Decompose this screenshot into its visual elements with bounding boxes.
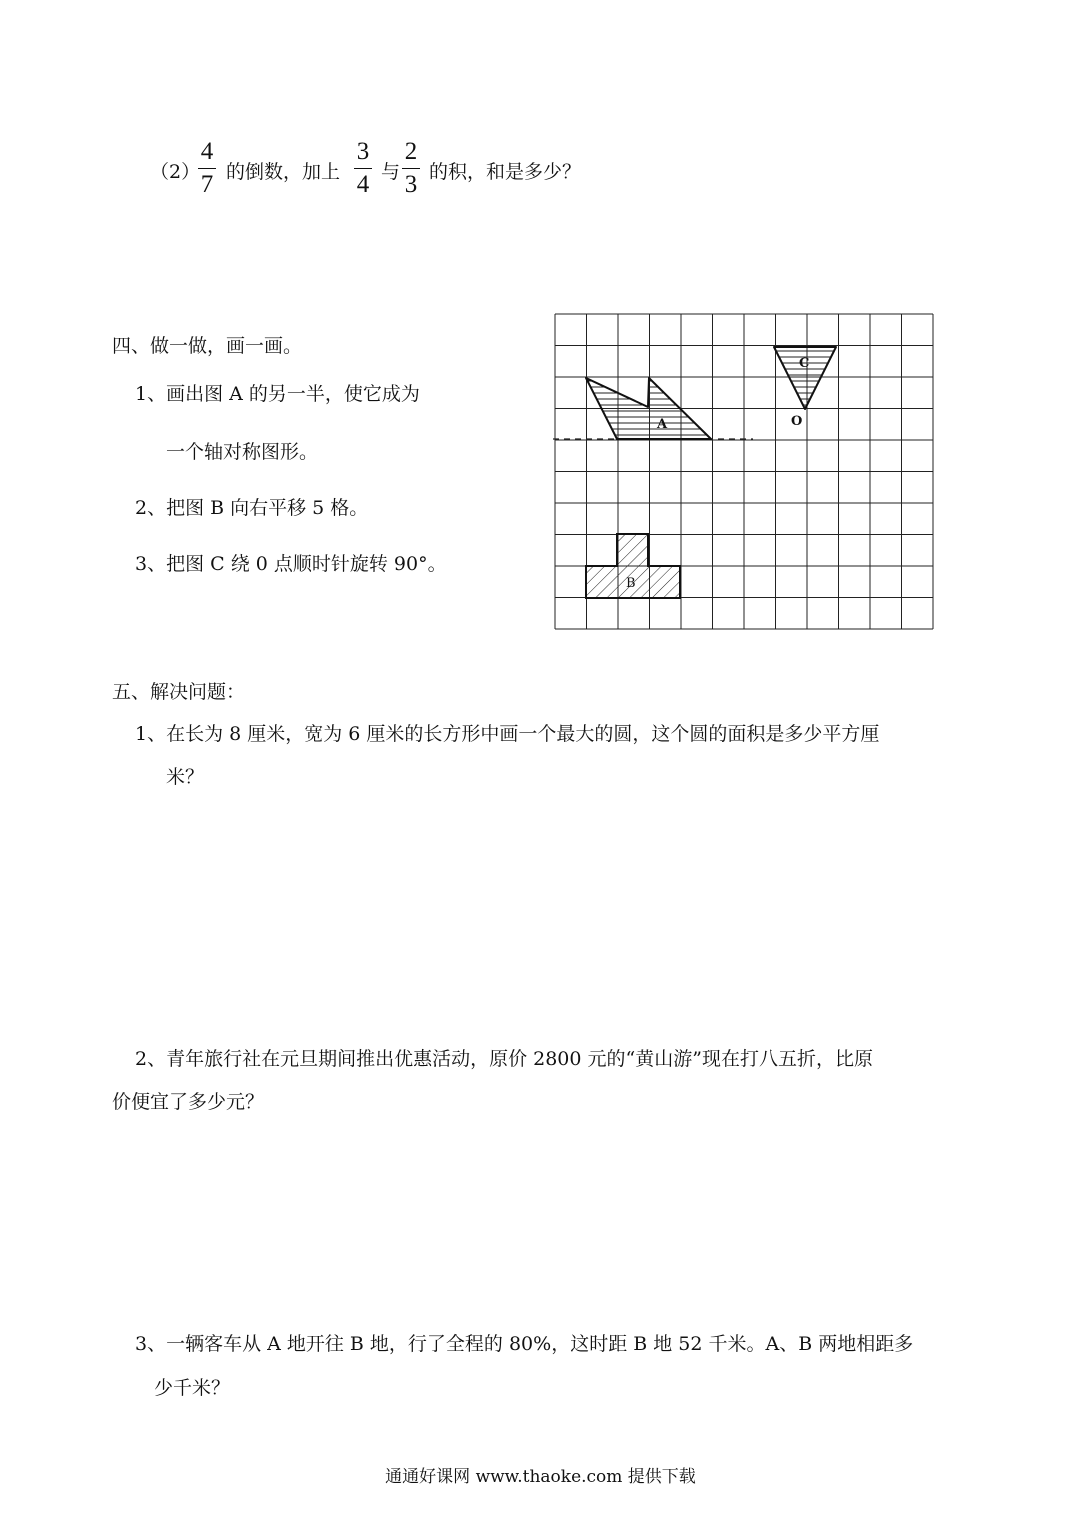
fraction-numerator: 4 bbox=[200, 138, 214, 165]
grid-figure bbox=[553, 312, 935, 632]
problem-2-line-2: 价便宜了多少元？ bbox=[112, 1091, 265, 1113]
fraction-2-3 bbox=[402, 138, 420, 199]
figure-b-label: B bbox=[626, 576, 636, 591]
fraction-4-7 bbox=[198, 138, 216, 199]
question-2-text-3: 的积，和是多少？ bbox=[429, 161, 582, 183]
problem-1-line-1: 1、在长为 8 厘米，宽为 6 厘米的长方形中画一个最大的圆，这个圆的面积是多少平方厘 bbox=[135, 723, 880, 745]
question-2-text-2: 与 bbox=[381, 161, 401, 183]
fraction-denominator: 7 bbox=[200, 171, 214, 198]
section-4-item-1-cont: 一个轴对称图形。 bbox=[166, 441, 319, 463]
problem-1-line-2: 米？ bbox=[166, 766, 205, 788]
fraction-denominator: 4 bbox=[356, 171, 370, 198]
figure-a-label: A bbox=[657, 417, 668, 432]
section-4-item-2: 2、把图 B 向右平移 5 格。 bbox=[135, 497, 369, 519]
section-5-heading: 五、解决问题： bbox=[112, 681, 246, 703]
section-4-item-3: 3、把图 C 绕 0 点顺时针旋转 90°。 bbox=[135, 553, 447, 575]
question-2-prefix: （2） bbox=[150, 161, 201, 183]
fraction-denominator: 3 bbox=[404, 171, 418, 198]
question-2-text-1: 的倒数，加上 bbox=[226, 161, 341, 183]
problem-3-line-1: 3、一辆客车从 A 地开往 B 地，行了全程的 80%，这时距 B 地 52 千米。A、B 两地相距多 bbox=[135, 1333, 914, 1355]
footer-text: 通通好课网 www.thaoke.com 提供下载 bbox=[385, 1467, 696, 1487]
problem-2-line-1: 2、青年旅行社在元旦期间推出优惠活动，原价 2800 元的“黄山游”现在打八五折，比原 bbox=[135, 1048, 873, 1070]
fraction-bar bbox=[402, 168, 420, 169]
fraction-bar bbox=[354, 168, 372, 169]
point-o-label: O bbox=[791, 414, 803, 429]
section-4-heading: 四、做一做，画一画。 bbox=[112, 335, 303, 357]
section-4-item-1: 1、画出图 A 的另一半，使它成为 bbox=[135, 383, 420, 405]
fraction-numerator: 3 bbox=[356, 138, 370, 165]
figure-c-label: C bbox=[799, 356, 810, 371]
problem-3-line-2: 少千米？ bbox=[154, 1377, 231, 1399]
fraction-numerator: 2 bbox=[404, 138, 418, 165]
fraction-3-4 bbox=[354, 138, 372, 199]
fraction-bar bbox=[198, 168, 216, 169]
